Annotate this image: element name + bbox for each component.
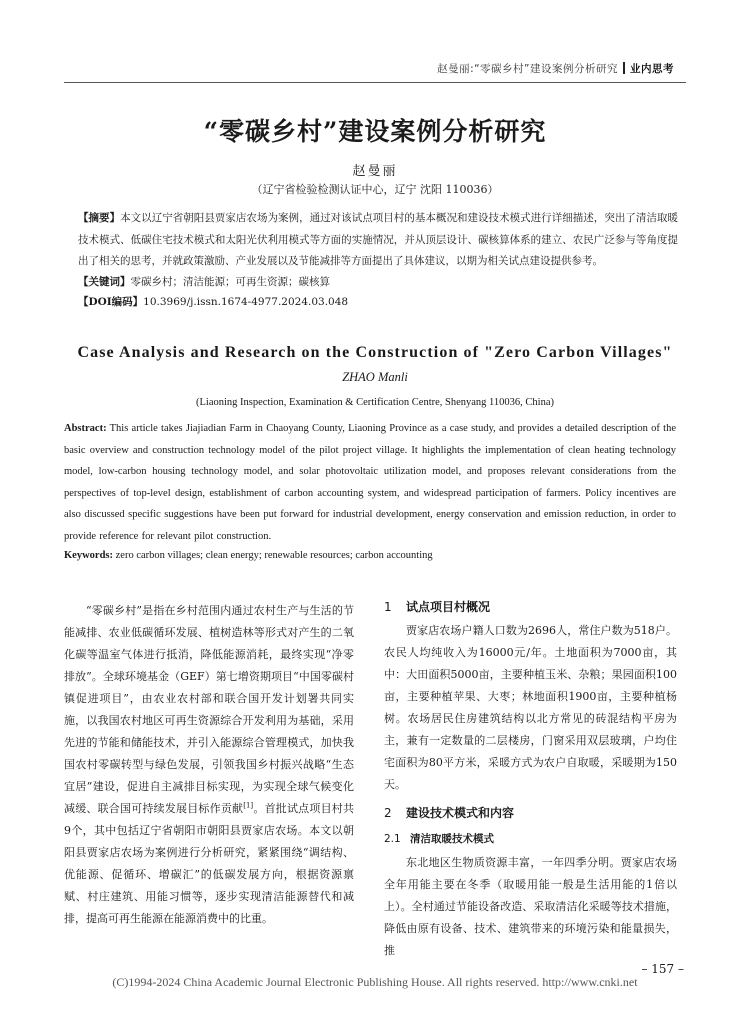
header-divider: [623, 62, 625, 74]
page-number: – 157 –: [641, 962, 684, 976]
en-abstract-label: Abstract:: [64, 423, 107, 434]
subsection-2-1-number: 2.1: [384, 833, 401, 845]
cn-doi-label: 【DOI编码】: [78, 296, 144, 308]
section-2-number: 2: [384, 806, 392, 820]
cn-keywords-label: 【关键词】: [78, 276, 131, 288]
subsection-2-1-heading: [384, 826, 677, 852]
section-1-number: 1: [384, 600, 392, 614]
section-2-title: 建设技术模式和内容: [406, 806, 515, 820]
column-category: 业内思考: [630, 63, 674, 75]
section-2-heading: [384, 800, 677, 826]
cn-abstract-text: 本文以辽宁省朝阳县贾家店农场为案例，通过对该试点项目村的基本概况和建设技术模式进行详细描述，突出了清洁取暖技术模式、低碳住宅技术模式和太阳光伏利用模式等方面的实施情况，并从顶层设计、碳核算体系的建立、农民广泛参与等角度提出了相关的思考，并就政策激励、产业发展以及节能减排等方面提出了具体建议，以期为相关试点建设提供参考。: [78, 212, 678, 267]
en-keywords-text: zero carbon villages; clean energy; renewable resources; carbon accounting: [113, 550, 433, 561]
copyright-footer: (C)1994-2024 China Academic Journal Electronic Publishing House. All rights reserved. http://www.cnki.net: [112, 975, 638, 989]
body-right-column: [384, 600, 677, 962]
cn-doi: [78, 292, 678, 312]
section-1-heading: [384, 594, 677, 620]
header-rule: [64, 82, 686, 83]
subsection-2-1-paragraph: 东北地区生物质资源丰富，一年四季分明。贾家店农场全年用能主要在冬季（取暖用能一般是生活用能的1倍以上）。全村通过节能设备改造、采取清洁化采暖等技术措施，降低由原有设备、技术、建筑带来的环境污染和能量损失，推: [384, 856, 677, 957]
section-1-paragraph: 贾家店农场户籍人口数为2696人，常住户数为518户。农民人均纯收入为16000元/年。土地面积为7000亩，其中：大田面积5000亩，主要种植玉米、杂粮；果园面积100亩，主要种植苹果、大枣；林地面积1900亩，主要种植杨树。农场居民住房建筑结构以北方常见的砖混结构平房为主，兼有一定数量的二层楼房，门窗采用双层玻璃，户均住宅面积为80平方米，采暖方式为农户自取暖，采暖期为150天。: [384, 624, 677, 791]
en-keywords-label: Keywords:: [64, 550, 113, 561]
en-affiliation: (Liaoning Inspection, Examination & Certification Centre, Shenyang 110036, China): [196, 397, 554, 408]
running-title: 赵曼丽:“零碳乡村”建设案例分析研究: [437, 63, 618, 75]
en-keywords: [64, 547, 676, 565]
running-header: [437, 61, 674, 76]
intro-text-a: “零碳乡村”是指在乡村范围内通过农村生产与生活的节能减排、农业低碳循环发展、植树造林等形式对产生的二氧化碳等温室气体进行抵消，降低能源消耗，最终实现“净零排放”。全球环境基金（GEF）第七增资期项目“中国零碳村镇促进项目”，由农业农村部和联合国开发计划署共同实施，以我国农村地区可再生资源综合开发利用为基础，采用先进的节能和储能技术，并引入能源综合管理模式，加快我国农村零碳转型与绿色发展，引领我国乡村振兴战略“生态宜居”建设，促进自主减排目标实现，为实现全球气候变化减缓、联合国可持续发展目标作贡献: [64, 604, 354, 815]
cn-affiliation: （辽宁省检验检测认证中心，辽宁 沈阳 110036）: [251, 183, 499, 196]
cn-keywords: [78, 272, 678, 292]
cn-abstract: [78, 208, 678, 273]
cn-abstract-label: 【摘要】: [78, 212, 121, 224]
citation-ref: [1]: [243, 801, 254, 810]
body-left-column: [64, 600, 354, 930]
cn-keywords-text: 零碳乡村；清洁能源；可再生资源；碳核算: [130, 276, 330, 288]
subsection-2-1-title: 清洁取暖技术模式: [410, 833, 494, 845]
en-title: Case Analysis and Research on the Construction of "Zero Carbon Villages": [77, 344, 673, 361]
en-abstract: [64, 418, 676, 547]
section-1-title: 试点项目村概况: [406, 600, 491, 614]
cn-doi-text: 10.3969/j.issn.1674-4977.2024.03.048: [143, 296, 349, 308]
cn-author: 赵曼丽: [352, 164, 398, 179]
cn-title: “零碳乡村”建设案例分析研究: [203, 117, 547, 146]
intro-text-b: 。首批试点项目村共9个，其中包括辽宁省朝阳市朝阳县贾家店农场。本文以朝阳县贾家店农场为案例进行分析研究，紧紧围绕“调结构、优能源、促循环、增碳汇”的低碳发展方向，根据资源禀赋、村庄建筑、用能习惯等，逐步实现清洁能源替代和减排，提高可再生能源在能源消费中的比重。: [64, 802, 354, 925]
en-abstract-text: This article takes Jiajiadian Farm in Chaoyang County, Liaoning Province as a case study, and provides a detailed description of the basic overview and construction technology model of the pilot project village. It highlights the implementation of clean heating technology model, low-carbon housing technology model, and solar photovoltaic utilization model, and proposes relevant considerations from the perspectives of top-level design, establishment of carbon accounting system, and widespread participation of farmers. Policy incentives are also discussed specific suggestions have been put forward for industrial development, energy conservation and emission reduction, in order to provide reference for relevant pilot construction.: [64, 423, 676, 542]
intro-paragraph: [64, 600, 354, 930]
en-author: ZHAO Manli: [342, 370, 408, 384]
